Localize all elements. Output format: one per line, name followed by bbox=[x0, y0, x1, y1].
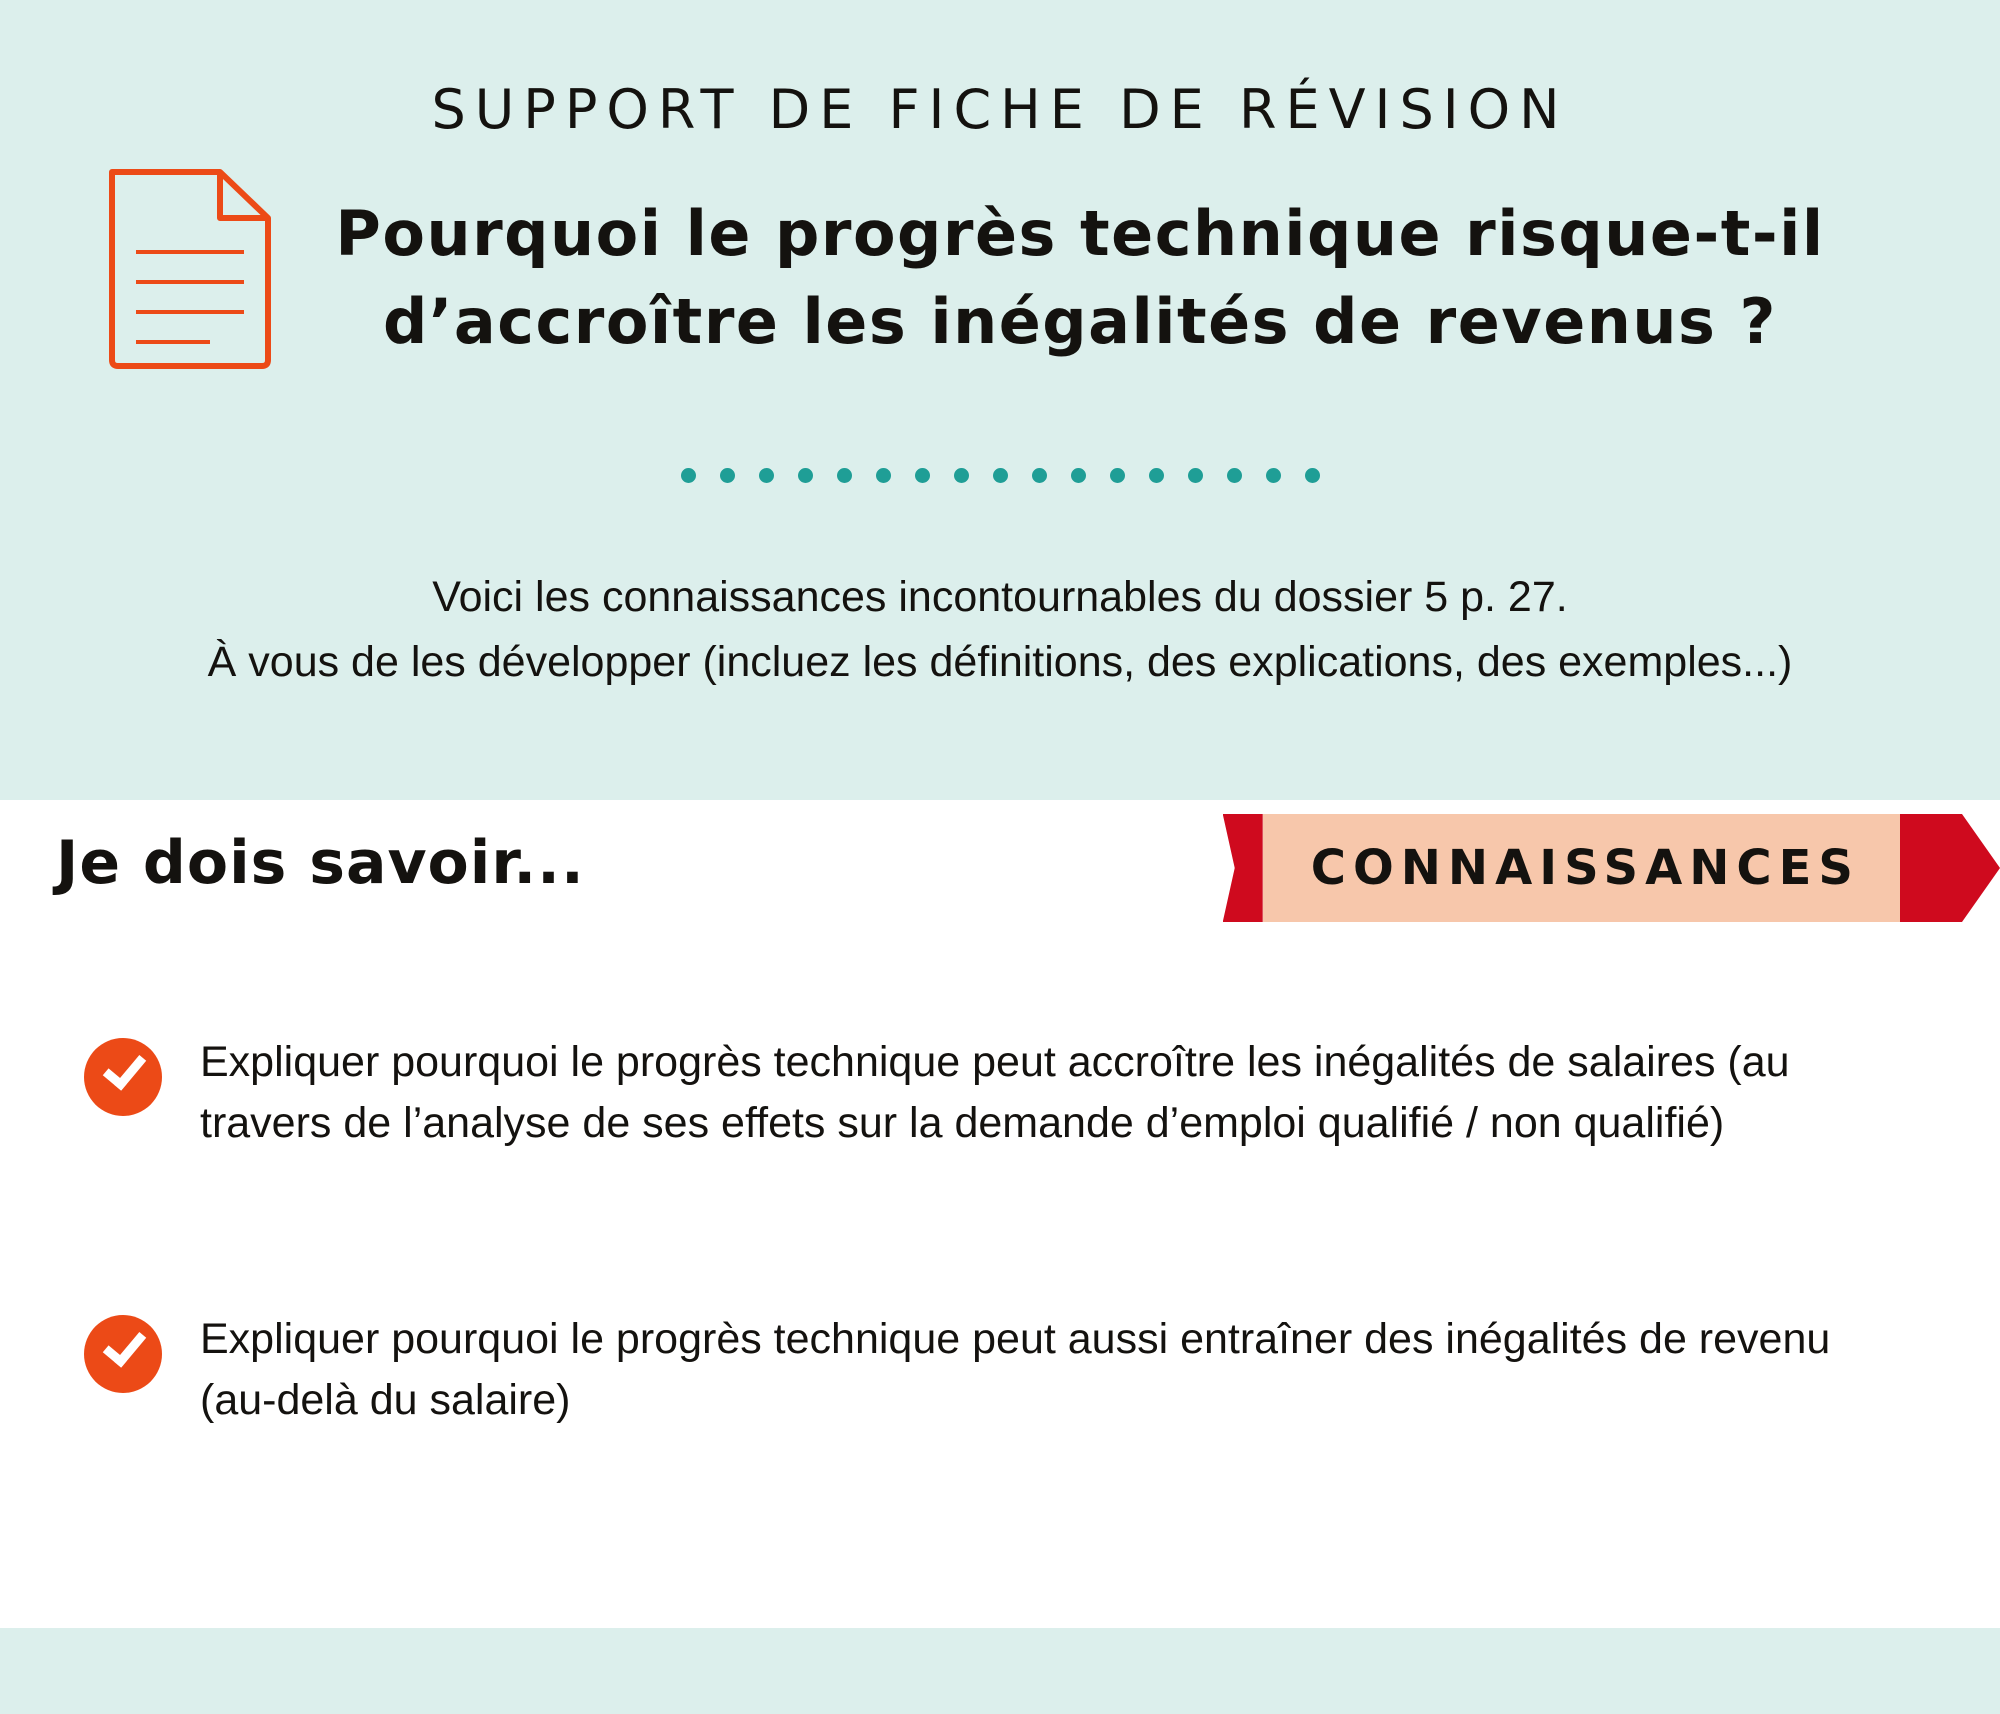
ribbon-tail-shape bbox=[1223, 814, 1263, 922]
intro-text bbox=[0, 565, 2000, 694]
section-title: Je dois savoir... bbox=[56, 828, 585, 898]
ribbon-arrow-shape bbox=[1900, 814, 2000, 922]
section-header-row bbox=[0, 800, 2000, 960]
intro-line-1: Voici les connaissances incontournables du dossier 5 p. 27. bbox=[432, 573, 1568, 621]
check-circle-icon bbox=[84, 1315, 162, 1393]
checklist bbox=[0, 960, 2000, 1431]
dot-divider bbox=[0, 468, 2000, 483]
page-title-line-2: d’accroître les inégalités de revenus ? bbox=[382, 285, 1777, 359]
list-item-label: Expliquer pourquoi le progrès technique peut accroître les inégalités de salaires (au travers de l’analyse de ses effets sur la demande d’emploi qualifié / non qualifié) bbox=[200, 1038, 1790, 1148]
page-title bbox=[230, 190, 1930, 366]
footer-strip bbox=[0, 1628, 2000, 1714]
check-circle-icon bbox=[84, 1038, 162, 1116]
header-block bbox=[0, 0, 2000, 800]
page-kicker: SUPPORT DE FICHE DE RÉVISION bbox=[431, 78, 1569, 141]
list-item bbox=[0, 1032, 2000, 1154]
page-title-line-1: Pourquoi le progrès technique risque-t-il bbox=[335, 197, 1825, 270]
ribbon-label: CONNAISSANCES bbox=[1263, 814, 1900, 922]
intro-line-2: À vous de les développer (incluez les définitions, des explications, des exemples...) bbox=[207, 637, 1793, 686]
list-item-label: Expliquer pourquoi le progrès technique peut aussi entraîner des inégalités de revenu (au-delà du salaire) bbox=[200, 1315, 1831, 1425]
list-item bbox=[0, 1309, 2000, 1431]
connaissances-ribbon bbox=[1223, 814, 2000, 922]
